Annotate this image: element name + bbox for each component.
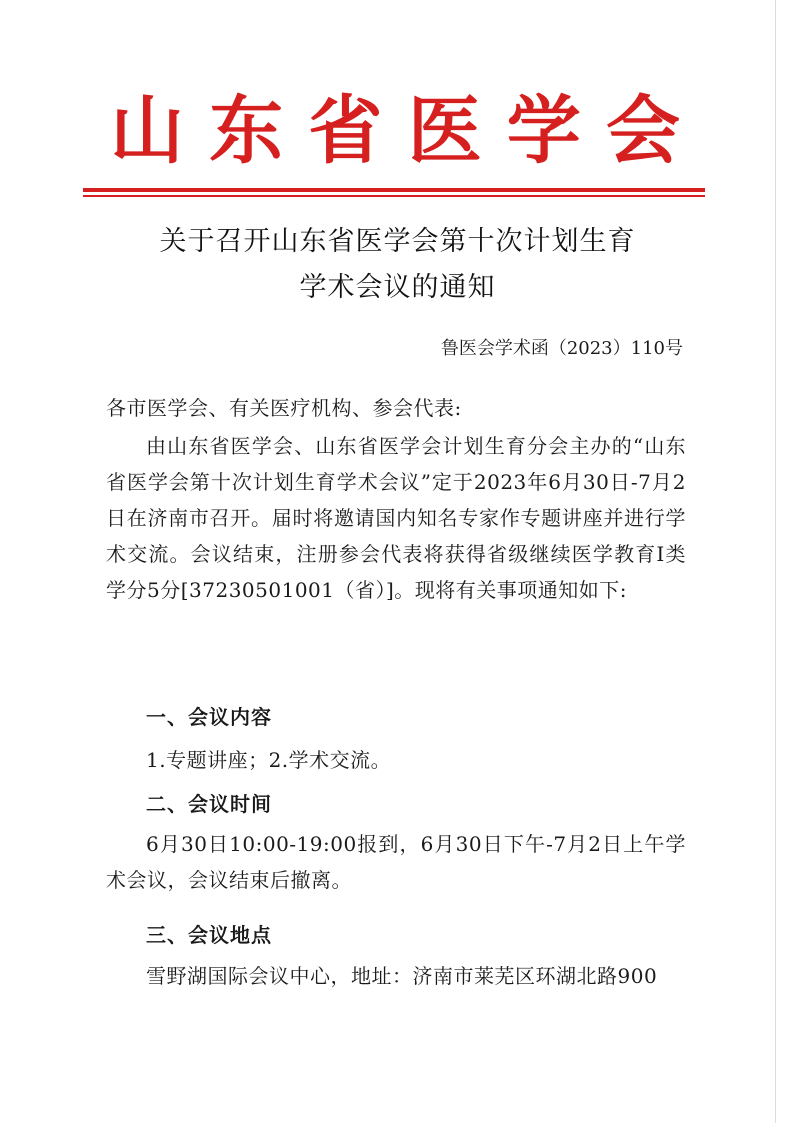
letterhead-char: 山 [110, 88, 184, 174]
section-text-time: 6月30日10:00-19:00报到，6月30日下午-7月2日上午学术会议，会议结束后撤离。 [106, 832, 686, 892]
section-heading-content: 一、会议内容 [146, 705, 272, 729]
document-number: 鲁医会学术函（2023）110号 [440, 338, 683, 359]
body-paragraph: 由山东省医学会、山东省医学会计划生育分会主办的“山东省医学会第十次计划生育学术会议”定于2023年6月30日-7月2日在济南市召开。届时将邀请国内知名专家作专题讲座并进行学术交流。会议结束，注册参会代表将获得省级继续医学教育Ⅰ类学分5分[37230501001（省）]。现将有关事项通知如下: [106, 434, 686, 602]
section-heading-time: 二、会议时间 [146, 792, 272, 816]
notice-title-line-2: 学术会议的通知 [299, 272, 496, 303]
letterhead-char: 学 [506, 88, 581, 174]
letterhead-title [110, 86, 680, 176]
notice-title-line-1: 关于召开山东省医学会第十次计划生育 [159, 226, 636, 257]
letterhead-char: 省 [308, 88, 383, 174]
letterhead-char: 会 [605, 88, 680, 174]
greeting: 各市医学会、有关医疗机构、参会代表: [106, 396, 462, 420]
page-edge-line [775, 0, 776, 1123]
letterhead-divider-thick [83, 188, 705, 192]
letterhead-divider-thin [83, 195, 705, 197]
letterhead-char: 医 [407, 88, 482, 174]
section-text-location: 雪野湖国际会议中心，地址：济南市莱芜区环湖北路900 [146, 964, 658, 988]
letterhead-char: 东 [209, 88, 284, 174]
section-heading-location: 三、会议地点 [146, 923, 272, 947]
section-text-content: 1.专题讲座；2.学术交流。 [146, 748, 392, 772]
